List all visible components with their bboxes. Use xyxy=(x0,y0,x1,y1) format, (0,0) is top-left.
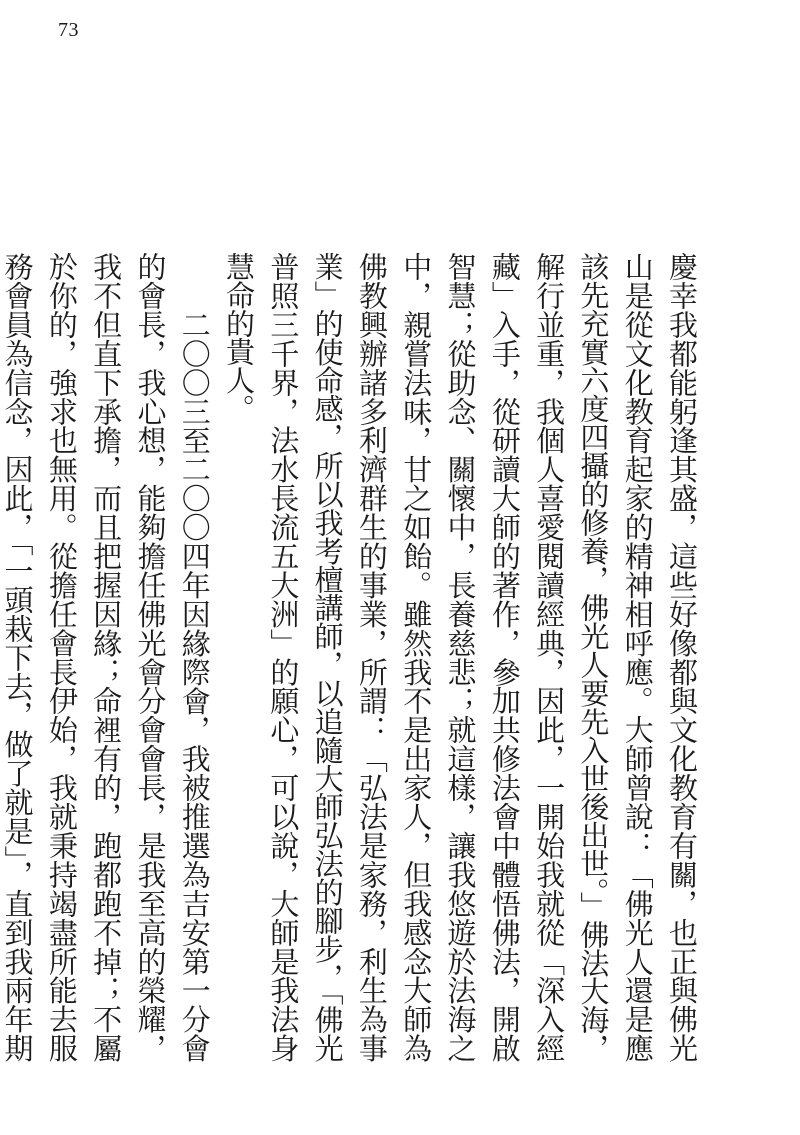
paragraph-2: 二〇〇三至二〇〇四年因緣際會，我被推選為吉安第一分會的會長，我心想，能夠擔任佛光會分會會長，是我至高的榮耀，我不但直下承擔，而且把握因緣；命裡有的，跑都跑不掉；不屬於你的，強求也無用。從擔任會長伊始，我就秉持竭盡所能去服務會員為信念，因此，「一頭栽下去，做了就是」，直到我兩年期 xyxy=(0,252,212,1062)
paragraph-1: 慶幸我都能躬逢其盛，這些好像都與文化教育有關，也正與佛光山是從文化教育起家的精神相呼應。大師曾說：「佛光人還是應該先充實六度四攝的修養，佛光人要先入世後出世。」佛法大海，解行並重，我個人喜愛閱讀經典，因此，一開始我就從「深入經藏」入手，從研讀大師的著作，參加共修法會中體悟佛法，開啟智慧；從助念、關懷中，長養慈悲；就這樣，讓我悠遊於法海之中，親嘗法味，甘之如飴。雖然我不是出家人，但我感念大師為佛教興辦諸多利濟群生的事業，所謂：「弘法是家務，利生為事業」的使命感，所以我考檀講師，以追隨大師弘法的腳步，「佛光普照三千界，法水長流五大洲」的願心，可以說，大師是我法身慧命的貴人。 xyxy=(222,252,699,1062)
page-number: 73 xyxy=(58,19,79,41)
vertical-text-body xyxy=(0,252,704,1062)
